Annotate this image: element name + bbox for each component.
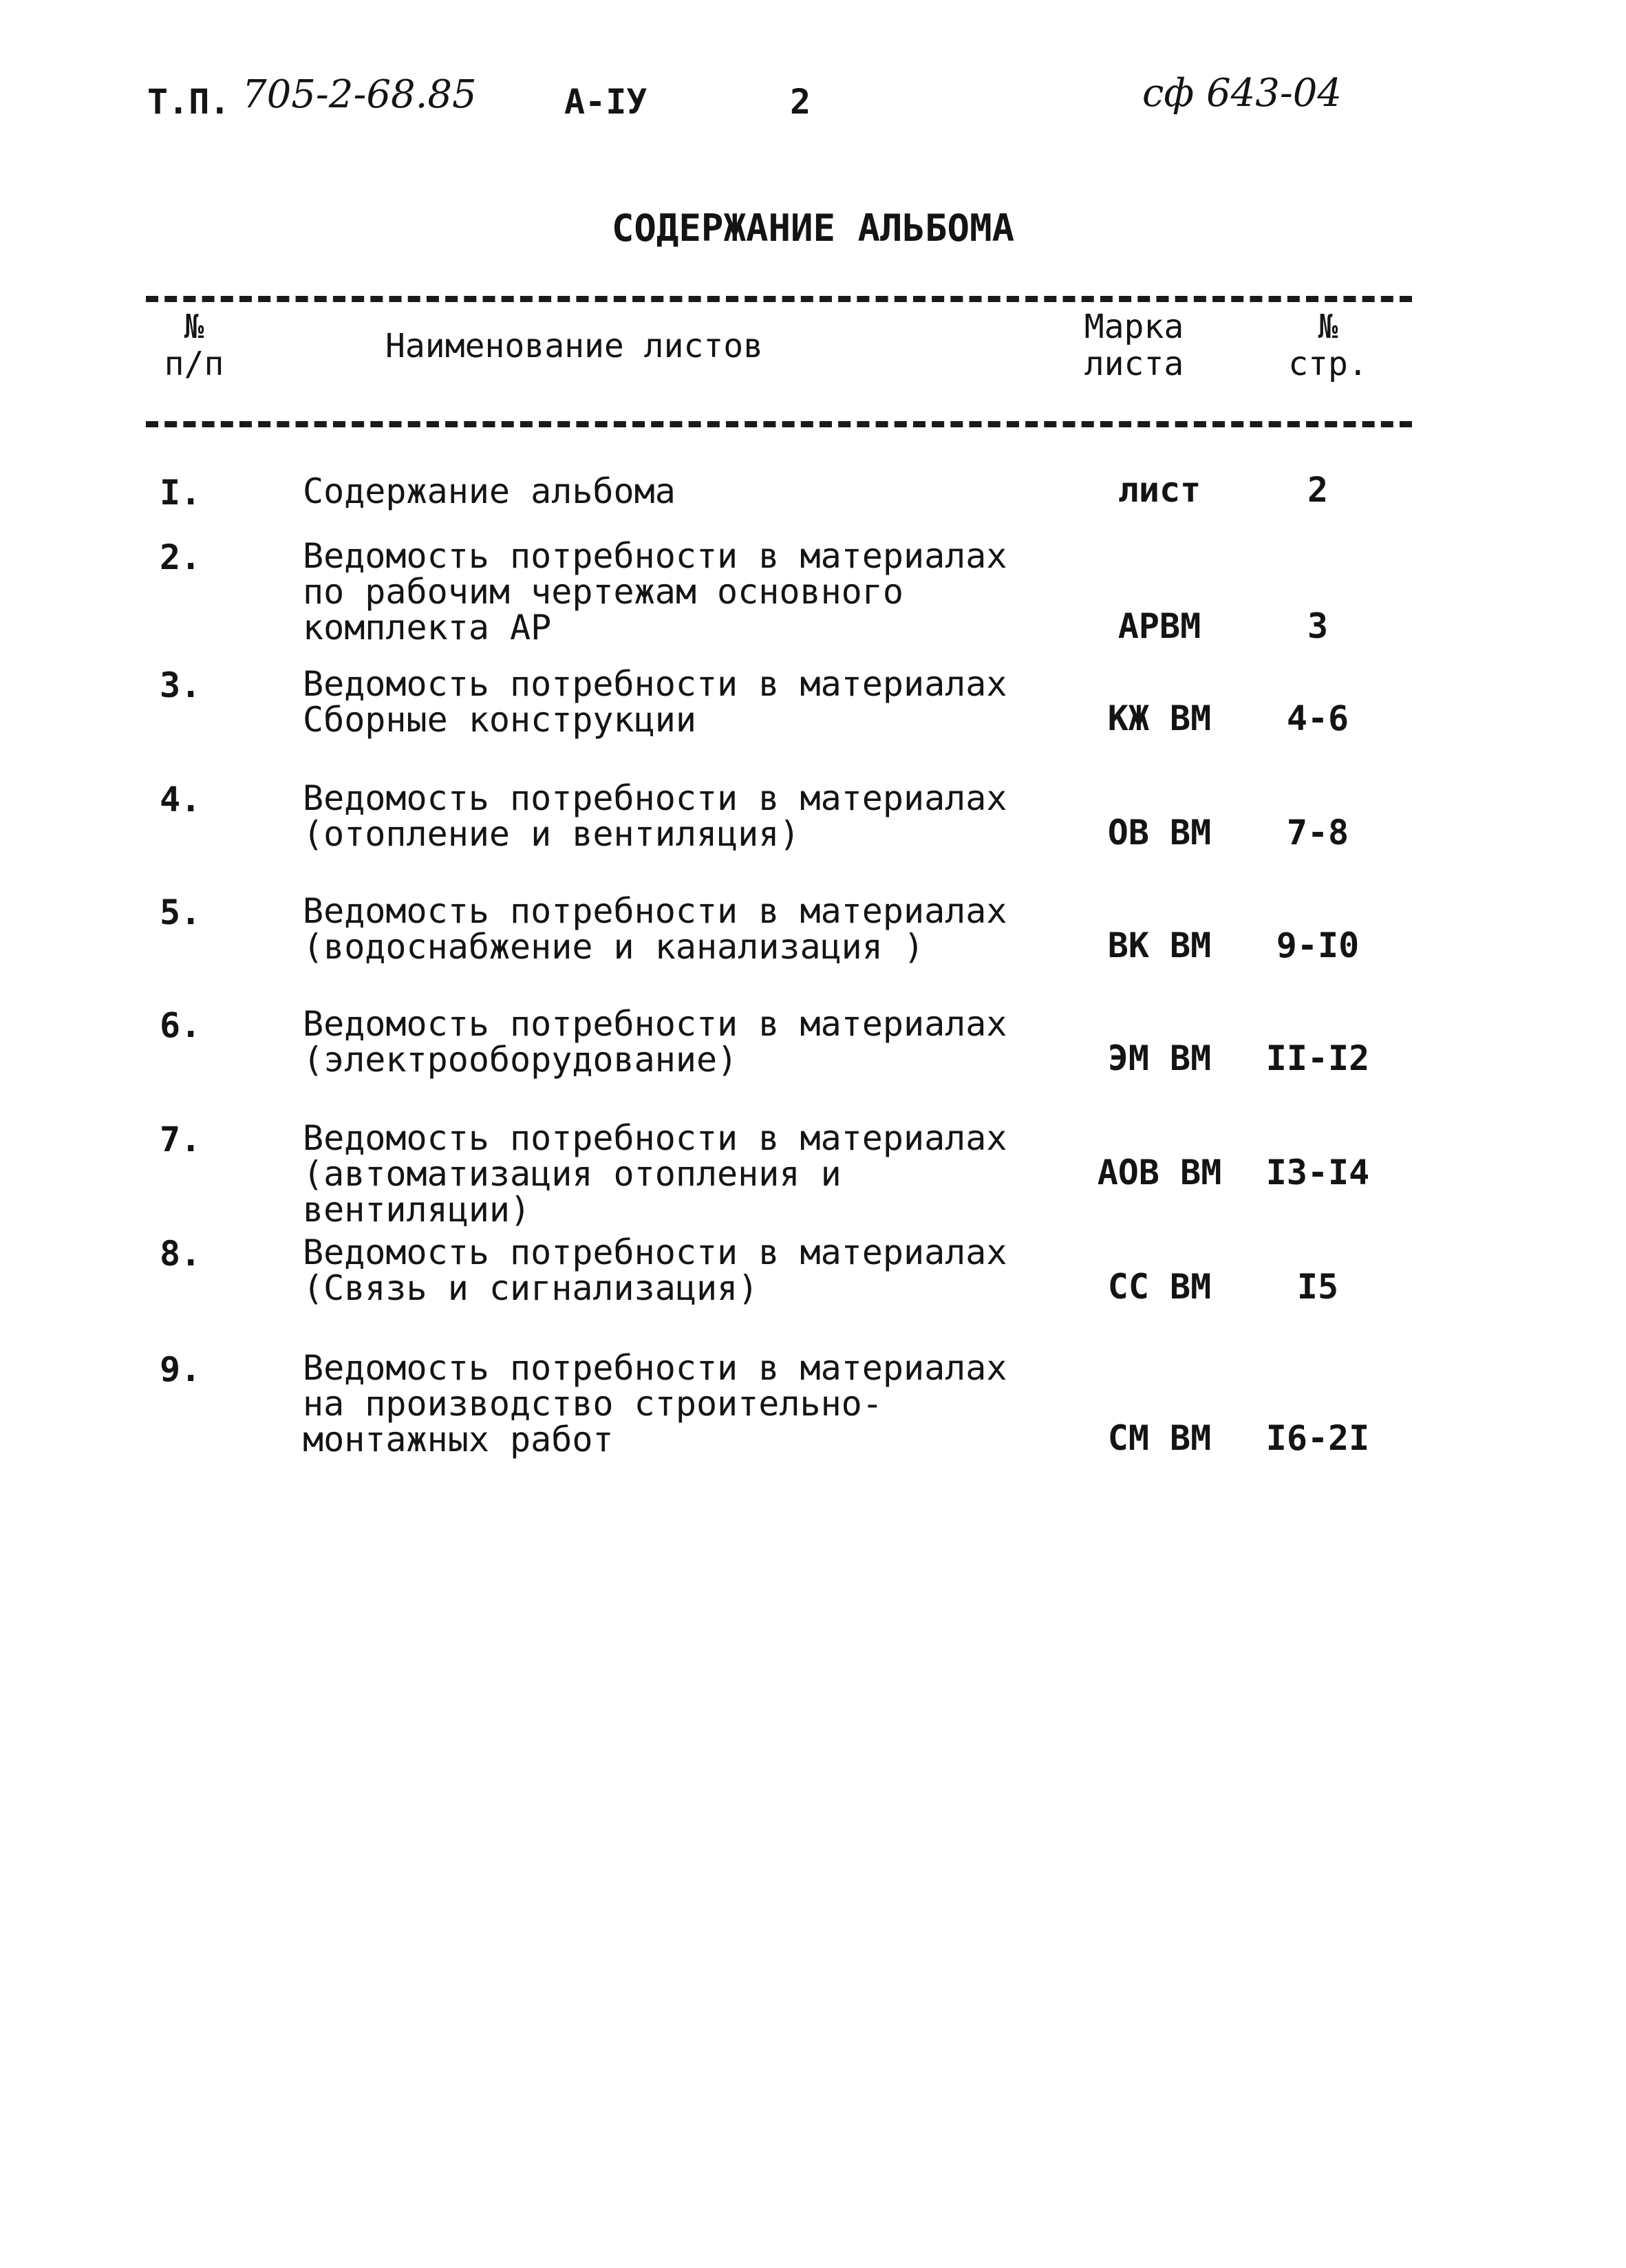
row-sheet-name: Ведомость потребности в материалах (электрооборудование) xyxy=(303,1004,1007,1080)
row-page-number: 3 xyxy=(1307,606,1329,646)
table-row xyxy=(0,536,1626,648)
table-row xyxy=(0,1350,1626,1457)
row-sheet-name: Ведомость потребности в материалах по рабочим чертежам основного комплекта АР xyxy=(303,536,1007,648)
row-sheet-mark: ВК ВМ xyxy=(1107,926,1212,965)
row-page-number: II-I2 xyxy=(1265,1038,1370,1078)
header-top-divider xyxy=(146,296,1412,302)
table-row xyxy=(0,893,1626,965)
series-prefix: Т.П. xyxy=(147,82,231,122)
row-page-number: 7-8 xyxy=(1286,813,1349,853)
row-page-number: I6-2I xyxy=(1265,1418,1370,1458)
archive-number: сф 643-04 xyxy=(1142,71,1342,116)
table-row xyxy=(0,1118,1626,1230)
column-header-name: Наименование листов xyxy=(385,327,764,365)
table-row xyxy=(0,470,1626,513)
row-sheet-mark: КЖ ВМ xyxy=(1107,698,1212,738)
row-sheet-mark: АРВМ xyxy=(1117,606,1201,646)
row-number: 3. xyxy=(160,665,202,705)
table-row xyxy=(0,666,1626,738)
row-page-number: 2 xyxy=(1307,470,1329,510)
row-number: I. xyxy=(160,473,202,513)
row-sheet-mark: СМ ВМ xyxy=(1107,1418,1212,1458)
row-sheet-name: Ведомость потребности в материалах Сборные конструкции xyxy=(303,664,1007,740)
row-sheet-mark: ЭМ ВМ xyxy=(1107,1038,1212,1078)
row-sheet-mark: АОВ ВМ xyxy=(1097,1153,1222,1192)
sheet-number: 2 xyxy=(790,82,811,122)
table-row xyxy=(0,1234,1626,1306)
row-page-number: I3-I4 xyxy=(1265,1153,1370,1192)
album-code: А-IУ xyxy=(564,82,648,122)
row-number: 5. xyxy=(160,892,202,932)
row-number: 9. xyxy=(160,1349,202,1389)
row-sheet-name: Ведомость потребности в материалах (водоснабжение и канализация ) xyxy=(303,891,1007,967)
row-page-number: I5 xyxy=(1296,1267,1339,1307)
row-sheet-name: Ведомость потребности в материалах (Связь и сигнализация) xyxy=(303,1232,1007,1308)
row-sheet-mark: лист xyxy=(1117,470,1201,510)
row-number: 8. xyxy=(160,1234,202,1274)
header-bottom-divider xyxy=(146,421,1412,427)
row-number: 7. xyxy=(160,1120,202,1159)
row-sheet-name: Ведомость потребности в материалах на производство строительно- монтажных работ xyxy=(303,1348,1007,1459)
row-sheet-name: Ведомость потребности в материалах (автоматизация отопления и вентиляции) xyxy=(303,1118,1007,1230)
column-header-num: № п/п xyxy=(164,308,224,383)
column-header-page: № стр. xyxy=(1288,308,1368,383)
row-number: 6. xyxy=(160,1005,202,1045)
row-number: 4. xyxy=(160,780,202,820)
row-sheet-mark: СС ВМ xyxy=(1107,1267,1212,1307)
page-title: СОДЕРЖАНИЕ АЛЬБОМА xyxy=(611,206,1015,250)
row-sheet-mark: ОВ ВМ xyxy=(1107,813,1212,853)
row-number: 2. xyxy=(160,537,202,577)
row-page-number: 4-6 xyxy=(1286,698,1349,738)
row-sheet-name: Ведомость потребности в материалах (отопление и вентиляция) xyxy=(303,778,1007,854)
table-row xyxy=(0,1006,1626,1078)
row-sheet-name: Содержание альбома xyxy=(303,471,676,511)
project-code: 705-2-68.85 xyxy=(242,72,477,117)
column-header-mark: Марка листа xyxy=(1084,308,1184,383)
row-page-number: 9-I0 xyxy=(1276,926,1360,965)
table-row xyxy=(0,780,1626,852)
